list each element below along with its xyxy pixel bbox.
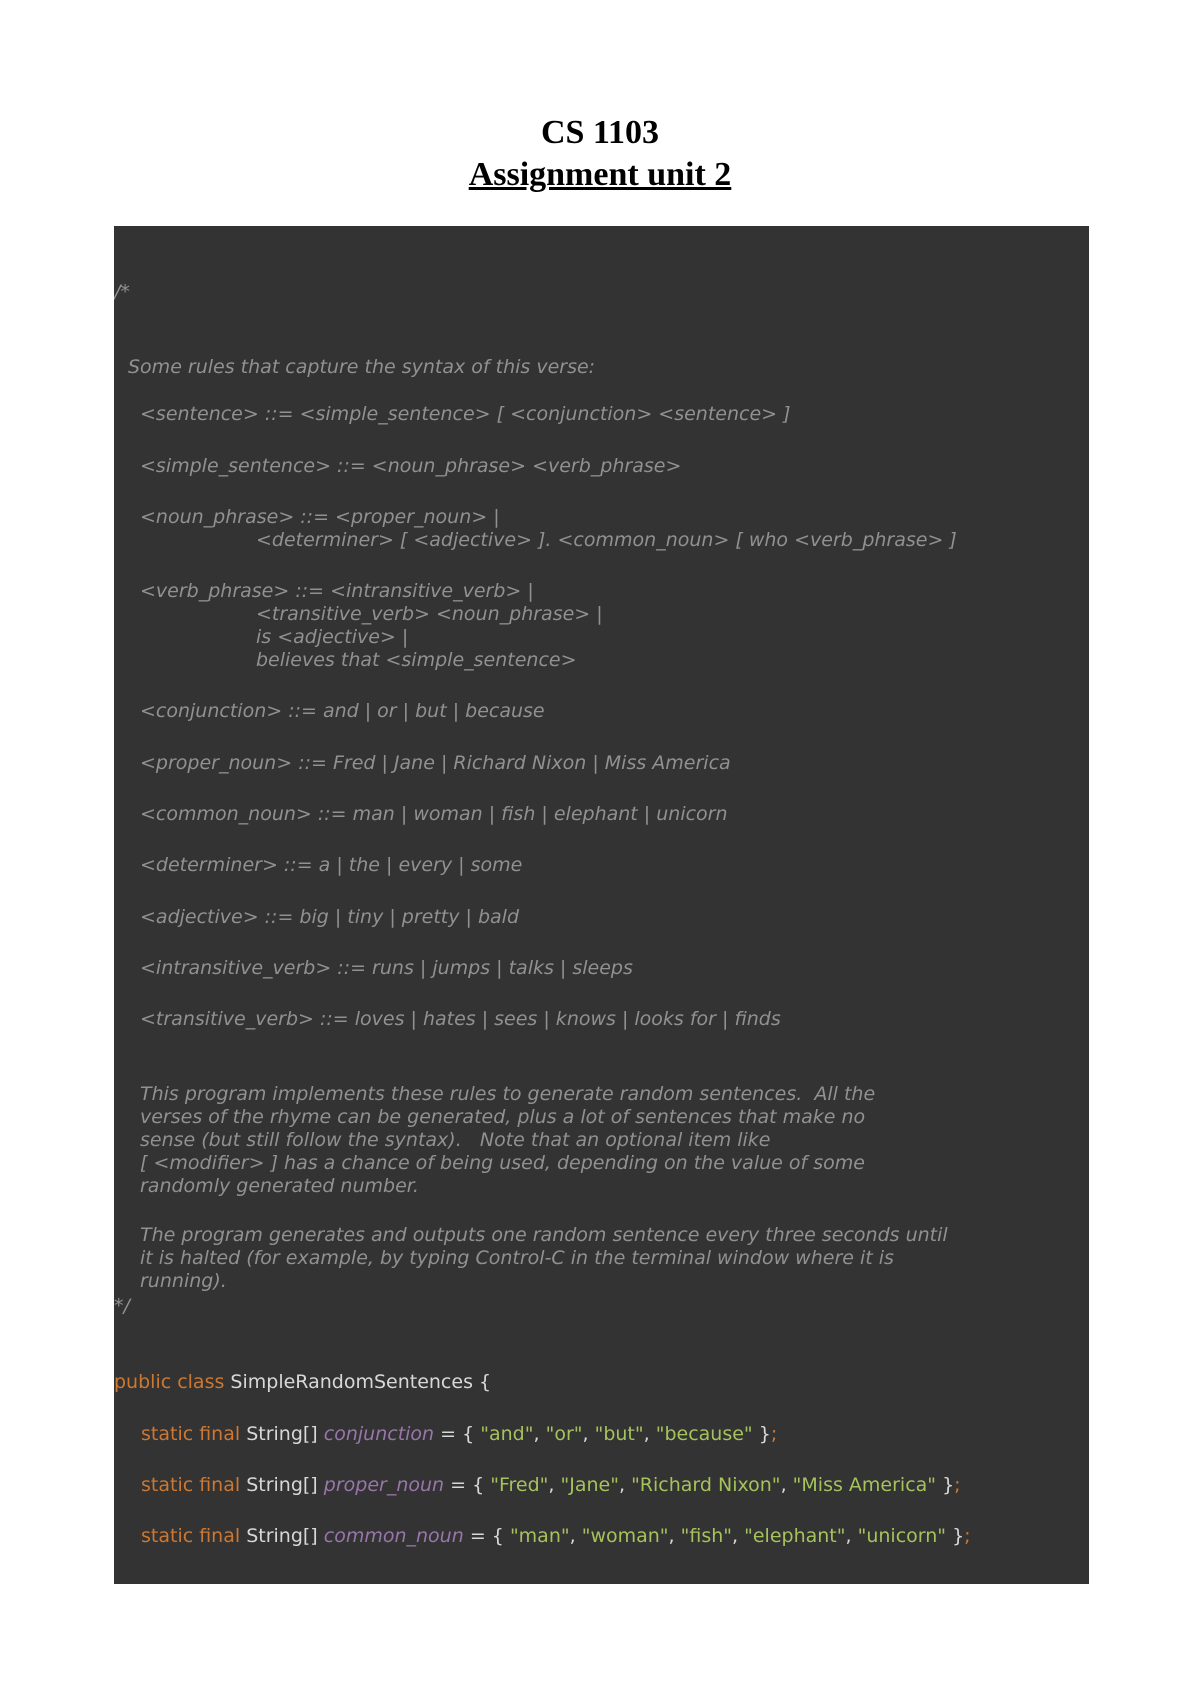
string-literal: "Richard Nixon" bbox=[631, 1474, 781, 1496]
string-literal: "but" bbox=[594, 1423, 644, 1445]
comment-paragraph-line: verses of the rhyme can be generated, plus a lot of sentences that make no bbox=[140, 1106, 866, 1128]
comment-paragraph-line: randomly generated number. bbox=[140, 1175, 419, 1197]
rule-determiner: <determiner> ::= a | the | every | some bbox=[140, 854, 523, 876]
rule-simple-sentence: <simple_sentence> ::= <noun_phrase> <verb_phrase> bbox=[140, 455, 682, 477]
field-close-brace: } bbox=[952, 1525, 965, 1547]
comma: , bbox=[845, 1525, 852, 1547]
comment-paragraph-line: This program implements these rules to generate random sentences. All the bbox=[140, 1083, 876, 1105]
semicolon: ; bbox=[954, 1474, 961, 1496]
field-equals-brace: = { bbox=[440, 1423, 475, 1445]
rule-verb-phrase-cont-1: <transitive_verb> <noun_phrase> | bbox=[256, 603, 603, 625]
comma: , bbox=[582, 1423, 589, 1445]
class-declaration bbox=[114, 1371, 491, 1394]
rule-adjective: <adjective> ::= big | tiny | pretty | bald bbox=[140, 906, 520, 928]
comment-paragraph-line: sense (but still follow the syntax). Note that an optional item like bbox=[140, 1129, 771, 1151]
string-literal: "because" bbox=[655, 1423, 753, 1445]
rule-intransitive-verb: <intransitive_verb> ::= runs | jumps | talks | sleeps bbox=[140, 957, 633, 979]
class-name: SimpleRandomSentences bbox=[230, 1371, 473, 1393]
comment-paragraph-line: The program generates and outputs one random sentence every three seconds until bbox=[140, 1224, 948, 1246]
semicolon: ; bbox=[964, 1525, 971, 1547]
class-brace: { bbox=[479, 1371, 492, 1393]
field-close-brace: } bbox=[758, 1423, 771, 1445]
string-literal: "woman" bbox=[581, 1525, 669, 1547]
rule-sentence: <sentence> ::= <simple_sentence> [ <conjunction> <sentence> ] bbox=[140, 403, 791, 425]
comment-paragraph-line: it is halted (for example, by typing Control-C in the terminal window where it is bbox=[140, 1247, 894, 1269]
string-literal: "Jane" bbox=[560, 1474, 619, 1496]
string-literal: "and" bbox=[480, 1423, 534, 1445]
document-header bbox=[0, 112, 1200, 196]
rule-verb-phrase: <verb_phrase> ::= <intransitive_verb> | bbox=[140, 580, 534, 602]
page-title: CS 1103 bbox=[540, 114, 660, 151]
field-name: proper_noun bbox=[323, 1474, 445, 1496]
rule-transitive-verb: <transitive_verb> ::= loves | hates | sees | knows | looks for | finds bbox=[140, 1008, 781, 1030]
comment-paragraph-line: running). bbox=[140, 1270, 227, 1292]
field-modifiers: static final bbox=[141, 1525, 241, 1547]
comma: , bbox=[780, 1474, 787, 1496]
field-modifiers: static final bbox=[141, 1423, 241, 1445]
field-type: String[] bbox=[246, 1474, 318, 1496]
semicolon: ; bbox=[770, 1423, 778, 1445]
rule-conjunction: <conjunction> ::= and | or | but | because bbox=[140, 700, 545, 722]
field-modifiers: static final bbox=[141, 1474, 241, 1496]
comma: , bbox=[618, 1474, 626, 1496]
string-literal: "elephant" bbox=[744, 1525, 846, 1547]
code-block bbox=[114, 226, 1089, 1584]
field-declaration bbox=[141, 1474, 961, 1497]
page-subtitle: Assignment unit 2 bbox=[468, 156, 732, 193]
comma: , bbox=[732, 1525, 739, 1547]
field-equals-brace: = { bbox=[450, 1474, 485, 1496]
field-type: String[] bbox=[246, 1525, 318, 1547]
comma: , bbox=[643, 1423, 650, 1445]
comma: , bbox=[548, 1474, 555, 1496]
field-declaration bbox=[141, 1423, 777, 1446]
comma: , bbox=[533, 1423, 540, 1445]
field-name: conjunction bbox=[323, 1423, 435, 1445]
string-literal: "fish" bbox=[680, 1525, 733, 1547]
class-keywords: public class bbox=[114, 1371, 225, 1393]
string-literal: "Fred" bbox=[490, 1474, 549, 1496]
field-close-brace: } bbox=[942, 1474, 955, 1496]
field-name: common_noun bbox=[323, 1525, 464, 1547]
rule-verb-phrase-cont-2: is <adjective> | bbox=[256, 626, 409, 648]
comment-paragraph-line: [ <modifier> ] has a chance of being used, depending on the value of some bbox=[140, 1152, 865, 1174]
comment-close: */ bbox=[114, 1295, 130, 1317]
rule-noun-phrase-cont: <determiner> [ <adjective> ]. <common_noun> [ who <verb_phrase> ] bbox=[256, 529, 957, 551]
string-literal: "or" bbox=[545, 1423, 583, 1445]
comment-open: /* bbox=[114, 281, 130, 303]
field-declaration bbox=[141, 1525, 971, 1548]
rule-common-noun: <common_noun> ::= man | woman | fish | elephant | unicorn bbox=[140, 803, 728, 825]
string-literal: "man" bbox=[509, 1525, 570, 1547]
string-literal: "Miss America" bbox=[792, 1474, 937, 1496]
comma: , bbox=[668, 1525, 675, 1547]
field-type: String[] bbox=[246, 1423, 318, 1445]
rule-verb-phrase-cont-3: believes that <simple_sentence> bbox=[256, 649, 577, 671]
comma: , bbox=[569, 1525, 576, 1547]
comment-intro: Some rules that capture the syntax of this verse: bbox=[128, 356, 596, 378]
rule-proper-noun: <proper_noun> ::= Fred | Jane | Richard Nixon | Miss America bbox=[140, 752, 731, 774]
string-literal: "unicorn" bbox=[857, 1525, 947, 1547]
rule-noun-phrase: <noun_phrase> ::= <proper_noun> | bbox=[140, 506, 500, 528]
field-equals-brace: = { bbox=[469, 1525, 504, 1547]
